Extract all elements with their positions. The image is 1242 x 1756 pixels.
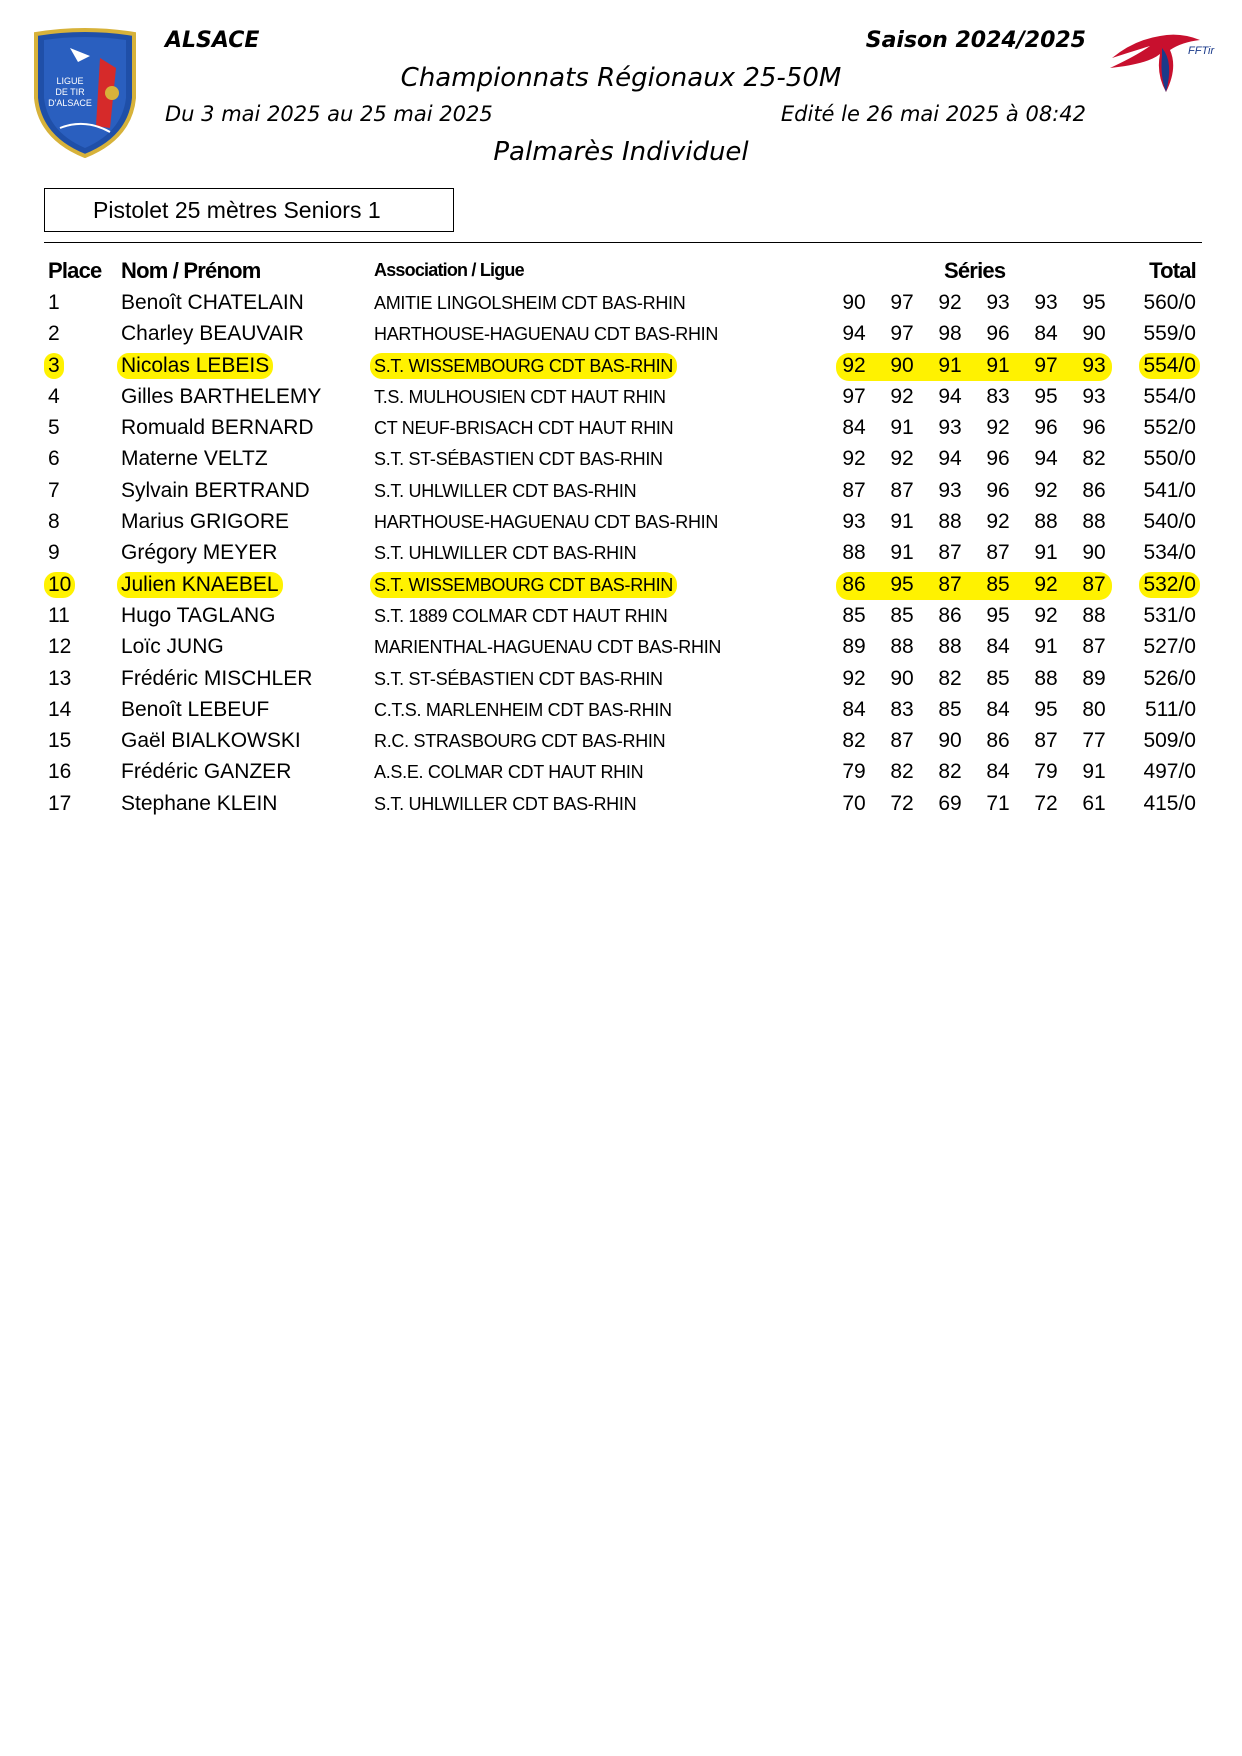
club-cell: AMITIE LINGOLSHEIM CDT BAS-RHIN	[374, 293, 686, 313]
table-row	[0, 664, 1242, 695]
club-cell: S.T. WISSEMBOURG CDT BAS-RHIN	[370, 353, 677, 379]
series-cell: 86	[986, 729, 1010, 753]
series-cell: 97	[842, 384, 866, 408]
name-cell: Benoît CHATELAIN	[121, 291, 304, 314]
place-cell: 1	[48, 291, 60, 314]
series-cell: 84	[842, 416, 866, 440]
place-cell: 6	[48, 447, 60, 471]
series-cell: 96	[986, 322, 1010, 346]
club-cell: HARTHOUSE-HAGUENAU CDT BAS-RHIN	[374, 512, 719, 533]
name-cell: Frédéric MISCHLER	[121, 666, 313, 690]
club-cell: C.T.S. MARLENHEIM CDT BAS-RHIN	[374, 699, 672, 720]
series-cell: 69	[938, 791, 962, 815]
series-cell: 92	[890, 447, 914, 471]
series-cell: 87	[842, 478, 866, 502]
table-row	[0, 288, 1242, 319]
table-row	[0, 319, 1242, 350]
table-row	[0, 476, 1242, 507]
series-cell: 82	[1082, 447, 1106, 471]
series-cell: 92	[1034, 478, 1058, 502]
name-cell: Nicolas LEBEIS	[117, 353, 273, 379]
series-cell: 88	[1082, 510, 1106, 534]
total-cell: 532/0	[1139, 572, 1200, 598]
table-row	[0, 444, 1242, 475]
series-cell: 90	[890, 353, 914, 377]
name-cell: Marius GRIGORE	[121, 510, 290, 534]
header-divider	[44, 242, 1202, 243]
series-cell: 91	[1034, 541, 1058, 565]
place-cell: 13	[48, 666, 72, 690]
series-cell: 94	[938, 447, 962, 471]
total-cell: 527/0	[1143, 635, 1196, 659]
series-cell: 95	[1034, 384, 1058, 408]
series-cell: 88	[890, 635, 914, 659]
table-row	[0, 695, 1242, 726]
series-cell: 95	[986, 603, 1010, 627]
place-cell: 10	[44, 572, 75, 598]
total-cell: 552/0	[1143, 416, 1196, 440]
series-cell: 82	[842, 729, 866, 753]
series-cell: 92	[842, 353, 866, 377]
club-cell: HARTHOUSE-HAGUENAU CDT BAS-RHIN	[374, 324, 719, 345]
total-cell: 415/0	[1143, 791, 1196, 815]
series-cell: 87	[1082, 572, 1106, 596]
series-cell: 98	[938, 322, 962, 346]
series-cell: 87	[890, 478, 914, 502]
series-cell: 72	[1034, 791, 1058, 815]
series-cell: 96	[986, 478, 1010, 502]
series-cell: 88	[938, 635, 962, 659]
place-cell: 5	[48, 416, 60, 440]
series-cell: 93	[1034, 291, 1058, 314]
series-cell: 94	[1034, 447, 1058, 471]
total-cell: 560/0	[1143, 291, 1196, 314]
club-cell: S.T. UHLWILLER CDT BAS-RHIN	[374, 480, 637, 501]
series-cell: 85	[986, 572, 1010, 596]
document-title: Championnats Régionaux 25-50M	[400, 63, 842, 93]
series-cell: 87	[890, 729, 914, 753]
total-cell: 554/0	[1139, 353, 1200, 379]
series-cell: 61	[1082, 791, 1106, 815]
series-cell: 77	[1082, 729, 1106, 753]
series-cell: 86	[1082, 478, 1106, 502]
place-cell: 16	[48, 760, 72, 784]
col-header-place: Place	[48, 258, 102, 283]
series-cell: 82	[938, 760, 962, 784]
edited-timestamp: Edité le 26 mai 2025 à 08:42	[780, 102, 1086, 126]
series-cell: 79	[842, 760, 866, 784]
series-cell: 84	[1034, 322, 1058, 346]
table-row	[0, 789, 1242, 820]
name-cell: Stephane KLEIN	[121, 791, 278, 815]
total-cell: 511/0	[1145, 697, 1196, 721]
series-cell: 92	[938, 291, 962, 314]
series-cell: 93	[1082, 384, 1106, 408]
col-header-club: Association / Ligue	[374, 260, 524, 280]
name-cell: Grégory MEYER	[121, 541, 278, 565]
place-cell: 4	[48, 384, 60, 408]
series-cell: 83	[986, 384, 1010, 408]
series-cell: 90	[938, 729, 962, 753]
series-highlight	[836, 572, 1112, 600]
col-header-total: Total	[1149, 258, 1196, 283]
date-range: Du 3 mai 2025 au 25 mai 2025	[165, 102, 493, 126]
name-cell: Materne VELTZ	[121, 447, 268, 471]
series-cell: 91	[890, 416, 914, 440]
series-cell: 91	[986, 353, 1010, 377]
series-cell: 95	[1082, 291, 1106, 314]
table-row	[0, 570, 1242, 601]
place-cell: 2	[48, 322, 60, 346]
series-cell: 91	[1082, 760, 1106, 784]
place-cell: 11	[48, 603, 70, 627]
club-cell: T.S. MULHOUSIEN CDT HAUT RHIN	[374, 386, 666, 407]
name-cell: Benoît LEBEUF	[121, 697, 270, 721]
place-cell: 9	[48, 541, 60, 565]
name-cell: Charley BEAUVAIR	[121, 322, 304, 346]
svg-text:LIGUE: LIGUE	[56, 76, 84, 86]
table-row	[0, 632, 1242, 663]
series-cell: 91	[890, 510, 914, 534]
series-cell: 72	[890, 791, 914, 815]
series-cell: 88	[1082, 603, 1106, 627]
document-subtitle: Palmarès Individuel	[493, 137, 749, 167]
club-cell: S.T. 1889 COLMAR CDT HAUT RHIN	[374, 605, 668, 626]
table-row	[0, 726, 1242, 757]
series-cell: 91	[938, 353, 962, 377]
svg-text:DE TIR: DE TIR	[55, 87, 85, 97]
series-cell: 88	[1034, 510, 1058, 534]
place-cell: 17	[48, 791, 72, 815]
series-cell: 87	[938, 541, 962, 565]
place-cell: 7	[48, 478, 60, 502]
series-cell: 92	[842, 447, 866, 471]
series-cell: 85	[842, 603, 866, 627]
total-cell: 554/0	[1143, 384, 1196, 408]
place-cell: 8	[48, 510, 60, 534]
total-cell: 559/0	[1143, 322, 1196, 346]
series-cell: 95	[1034, 697, 1058, 721]
table-row	[0, 757, 1242, 788]
total-cell: 541/0	[1143, 478, 1196, 502]
place-cell: 14	[48, 697, 72, 721]
total-cell: 497/0	[1143, 760, 1196, 784]
series-cell: 71	[986, 791, 1010, 815]
series-cell: 86	[938, 603, 962, 627]
series-highlight	[836, 353, 1112, 381]
table-row	[0, 382, 1242, 413]
series-cell: 90	[890, 666, 914, 690]
region-label: ALSACE	[165, 28, 260, 53]
total-cell: 534/0	[1143, 541, 1196, 565]
series-cell: 82	[938, 666, 962, 690]
table-header	[0, 258, 1242, 288]
series-cell: 79	[1034, 760, 1058, 784]
series-cell: 97	[890, 322, 914, 346]
name-cell: Julien KNAEBEL	[117, 572, 283, 598]
series-cell: 93	[986, 291, 1010, 314]
series-cell: 92	[890, 384, 914, 408]
series-cell: 90	[1082, 322, 1106, 346]
series-cell: 86	[842, 572, 866, 596]
series-cell: 87	[1082, 635, 1106, 659]
series-cell: 96	[1082, 416, 1106, 440]
club-cell: S.T. UHLWILLER CDT BAS-RHIN	[374, 793, 637, 814]
season-label: Saison 2024/2025	[865, 28, 1086, 53]
series-cell: 92	[986, 416, 1010, 440]
series-cell: 70	[842, 791, 866, 815]
series-cell: 91	[1034, 635, 1058, 659]
series-cell: 84	[986, 760, 1010, 784]
series-cell: 92	[1034, 572, 1058, 596]
total-cell: 526/0	[1143, 666, 1196, 690]
name-cell: Gilles BARTHELEMY	[121, 384, 322, 408]
series-cell: 88	[842, 541, 866, 565]
name-cell: Romuald BERNARD	[121, 416, 314, 440]
place-cell: 15	[48, 729, 72, 753]
series-cell: 93	[938, 416, 962, 440]
table-row	[0, 601, 1242, 632]
table-row	[0, 413, 1242, 444]
series-cell: 94	[938, 384, 962, 408]
col-header-name: Nom / Prénom	[121, 258, 261, 283]
total-cell: 550/0	[1143, 447, 1196, 471]
series-cell: 87	[986, 541, 1010, 565]
club-cell: R.C. STRASBOURG CDT BAS-RHIN	[374, 731, 666, 752]
series-cell: 87	[1034, 729, 1058, 753]
series-cell: 90	[842, 291, 866, 314]
series-cell: 93	[1082, 353, 1106, 377]
club-cell: S.T. ST-SÉBASTIEN CDT BAS-RHIN	[374, 449, 663, 470]
series-cell: 93	[842, 510, 866, 534]
name-cell: Loïc JUNG	[121, 635, 224, 659]
col-header-series: Séries	[944, 258, 1006, 283]
series-cell: 94	[842, 322, 866, 346]
table-row	[0, 538, 1242, 569]
series-cell: 89	[1082, 666, 1106, 690]
series-cell: 88	[1034, 666, 1058, 690]
series-cell: 92	[1034, 603, 1058, 627]
series-cell: 85	[986, 666, 1010, 690]
series-cell: 87	[938, 572, 962, 596]
total-cell: 531/0	[1143, 603, 1196, 627]
name-cell: Gaël BIALKOWSKI	[121, 729, 301, 753]
series-cell: 96	[986, 447, 1010, 471]
svg-text:FFTir: FFTir	[1188, 45, 1215, 57]
series-cell: 82	[890, 760, 914, 784]
series-cell: 91	[890, 541, 914, 565]
place-cell: 12	[48, 635, 72, 659]
series-cell: 92	[986, 510, 1010, 534]
place-cell: 3	[44, 353, 64, 379]
club-cell: S.T. ST-SÉBASTIEN CDT BAS-RHIN	[374, 668, 663, 689]
series-cell: 90	[1082, 541, 1106, 565]
series-cell: 83	[890, 697, 914, 721]
series-cell: 92	[842, 666, 866, 690]
total-cell: 540/0	[1143, 510, 1196, 534]
series-cell: 85	[938, 697, 962, 721]
series-cell: 93	[938, 478, 962, 502]
series-cell: 80	[1082, 697, 1106, 721]
total-cell: 509/0	[1143, 729, 1196, 753]
name-cell: Sylvain BERTRAND	[121, 478, 310, 502]
table-row	[0, 507, 1242, 538]
series-cell: 97	[1034, 353, 1058, 377]
name-cell: Frédéric GANZER	[121, 760, 292, 784]
club-cell: A.S.E. COLMAR CDT HAUT RHIN	[374, 762, 644, 783]
series-cell: 88	[938, 510, 962, 534]
club-cell: CT NEUF-BRISACH CDT HAUT RHIN	[374, 418, 674, 439]
name-cell: Hugo TAGLANG	[121, 603, 276, 627]
series-cell: 84	[842, 697, 866, 721]
series-cell: 85	[890, 603, 914, 627]
series-cell: 89	[842, 635, 866, 659]
club-cell: S.T. WISSEMBOURG CDT BAS-RHIN	[370, 572, 677, 598]
series-cell: 84	[986, 635, 1010, 659]
series-cell: 84	[986, 697, 1010, 721]
series-cell: 95	[890, 572, 914, 596]
series-cell: 96	[1034, 416, 1058, 440]
svg-text:D'ALSACE: D'ALSACE	[48, 98, 92, 108]
table-row	[0, 351, 1242, 382]
results-table	[0, 288, 1242, 820]
event-title-box: Pistolet 25 mètres Seniors 1	[44, 188, 454, 232]
series-cell: 97	[890, 291, 914, 314]
club-cell: MARIENTHAL-HAGUENAU CDT BAS-RHIN	[374, 637, 722, 658]
club-cell: S.T. UHLWILLER CDT BAS-RHIN	[374, 543, 637, 564]
